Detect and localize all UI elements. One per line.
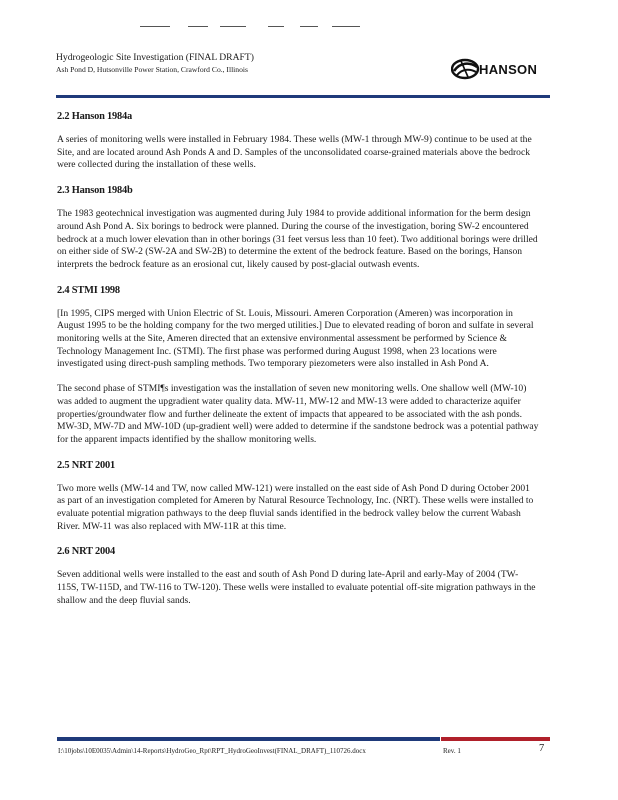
section-heading-2-4: 2.4 STMI 1998 <box>57 284 120 296</box>
header-rule <box>56 95 550 98</box>
globe-icon <box>451 58 481 80</box>
section-paragraph: A series of monitoring wells were installed in February 1984. These wells (MW-1 through MW-9) continue to be used at the Site, and are located around Ash Ponds A and D. Samples of the unconsolidated coarse-grained materials above the bedrock were collected during the installation of these wells. <box>57 134 532 171</box>
section-paragraph: Seven additional wells were installed to the east and south of Ash Pond D during late-April and early-May of 2004 (TW-115S, TW-115D, and TW-116 to TW-120). These wells were installed to evaluate potential off-site migration pathways in the shallow and the deep fluvial sands. <box>57 569 536 606</box>
scan-artifact-lines <box>140 26 380 30</box>
footer-rule-blue <box>57 737 440 741</box>
section-paragraph: The 1983 geotechnical investigation was augmented during July 1984 to provide additional information for the berm design around Ash Pond A. Six borings to bedrock were planned. During the course of the investigation, boring SW-2 encountered bedrock at a much lower elevation than in other borings (31 feet versus less than 10 feet). Two additional borings were drilled on either side of SW-2 (SW-2A and SW-2B) to determine the extent of the bedrock feature. Based on the borings, Hanson interprets the bedrock feature as an erosional cut, likely caused by post-glacial outwash events. <box>57 208 538 270</box>
footer-file-path: I:\10jobs\10E0035\Admin\14-Reports\HydroGeo_Rpt\RPT_HydroGeoInvest(FINAL_DRAFT)_110726.docx <box>58 747 366 755</box>
footer-revision: Rev. 1 <box>443 747 461 755</box>
footer-rule-red <box>441 737 550 741</box>
section-heading-2-2: 2.2 Hanson 1984a <box>57 111 133 122</box>
header-title: Hydrogeologic Site Investigation (FINAL DRAFT) <box>56 52 254 63</box>
section-heading-2-5: 2.5 NRT 2001 <box>57 459 115 471</box>
section-paragraph: The second phase of STMI¶s investigation was the installation of seven new monitoring wells. One shallow well (MW-10) was added to augment the upgradient water quality data. MW-11, MW-12 and MW-13 were added to characterize aquifer properties/groundwater flow and further delineate the extent of impacts that appeared to be associated with the ash ponds. MW-3D, MW-7D and MW-10D (up-gradient well) were added to determine if the sandstone bedrock was a potential pathway for the apparent impacts identified by the shallow monitoring wells. <box>57 383 539 445</box>
section-heading-2-6: 2.6 NRT 2004 <box>57 546 115 558</box>
document-body <box>57 104 539 608</box>
section-paragraph: Two more wells (MW-14 and TW, now called MW-121) were installed on the east side of Ash Pond D during October 2001 as part of an investigation completed for Ameren by Natural Resource Technology, Inc. (NRT). These wells were installed to evaluate potential migration pathways to the deep fluvial sands identified in the bedrock valley below the current Wabash River. MW-11 was also replaced with MW-11R at this time. <box>57 482 534 532</box>
section-heading-2-3: 2.3 Hanson 1984b <box>57 185 133 197</box>
hanson-logo <box>451 58 545 80</box>
header-subtitle: Ash Pond D, Hutsonville Power Station, Crawford Co., Illinois <box>56 65 248 74</box>
section-paragraph: [In 1995, CIPS merged with Union Electric of St. Louis, Missouri. Ameren Corporation (Ameren) was incorporation in August 1995 to be the holding company for the two merged utilities.] Due to elevated reading of boron and sulfate in several monitoring wells at the Site, Ameren directed that an extensive environmental assessment be performed by Science & Technology Management Inc. (STMI). The first phase was performed during August 1998, when 23 locations were investigated using direct-push sampling methods. Two temporary piezometers were also installed in Ash Pond A. <box>57 307 534 370</box>
logo-wordmark: HANSON <box>479 62 538 77</box>
page-number: 7 <box>539 743 545 754</box>
